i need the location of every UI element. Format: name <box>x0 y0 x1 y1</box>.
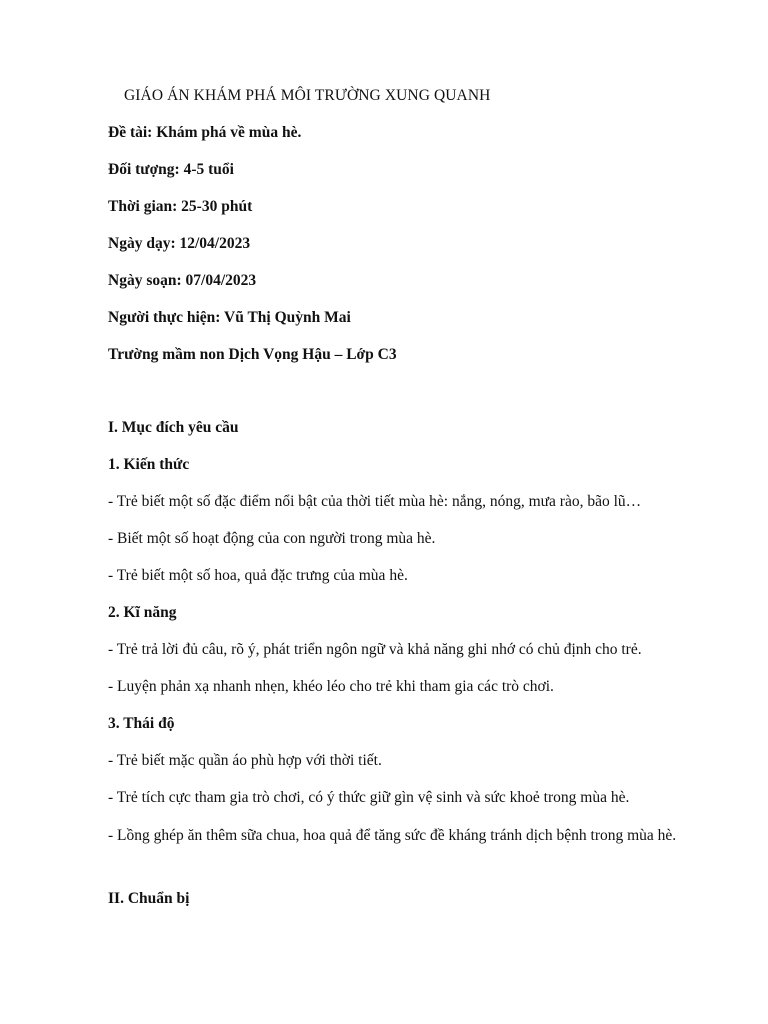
section-2-heading: II. Chuẩn bị <box>108 890 190 907</box>
skills-heading: 2. Kĩ năng <box>108 604 177 621</box>
teach-date-line: Ngày dạy: 12/04/2023 <box>108 235 251 252</box>
audience-line: Đối tượng: 4-5 tuổi <box>108 161 234 178</box>
skills-item: - Luyện phản xạ nhanh nhẹn, khéo léo cho trẻ khi tham gia các trò chơi. <box>108 678 554 695</box>
section-1-heading: I. Mục đích yêu cầu <box>108 419 239 436</box>
skills-item: - Trẻ trả lời đủ câu, rõ ý, phát triển ngôn ngữ và khả năng ghi nhớ có chủ định cho trẻ. <box>108 641 642 658</box>
attitude-heading: 3. Thái độ <box>108 715 175 732</box>
knowledge-item: - Trẻ biết một số đặc điểm nổi bật của thời tiết mùa hè: nắng, nóng, mưa rào, bão lũ… <box>108 493 642 510</box>
attitude-item: - Trẻ tích cực tham gia trò chơi, có ý thức giữ gìn vệ sinh và sức khoẻ trong mùa hè. <box>108 789 630 806</box>
school-line: Trường mầm non Dịch Vọng Hậu – Lớp C3 <box>108 346 397 363</box>
knowledge-heading: 1. Kiến thức <box>108 456 190 473</box>
duration-line: Thời gian: 25-30 phút <box>108 198 253 215</box>
document-title: GIÁO ÁN KHÁM PHÁ MÔI TRƯỜNG XUNG QUANH <box>124 87 491 104</box>
author-line: Người thực hiện: Vũ Thị Quỳnh Mai <box>108 309 351 326</box>
knowledge-item: - Biết một số hoạt động của con người trong mùa hè. <box>108 530 436 547</box>
knowledge-item: - Trẻ biết một số hoa, quả đặc trưng của mùa hè. <box>108 567 408 584</box>
attitude-item: - Trẻ biết mặc quần áo phù hợp với thời tiết. <box>108 752 382 769</box>
attitude-item: - Lồng ghép ăn thêm sữa chua, hoa quả để tăng sức đề kháng tránh dịch bệnh trong mùa hè. <box>108 827 677 844</box>
prep-date-line: Ngày soạn: 07/04/2023 <box>108 272 257 289</box>
topic-line: Đề tài: Khám phá về mùa hè. <box>108 124 302 141</box>
